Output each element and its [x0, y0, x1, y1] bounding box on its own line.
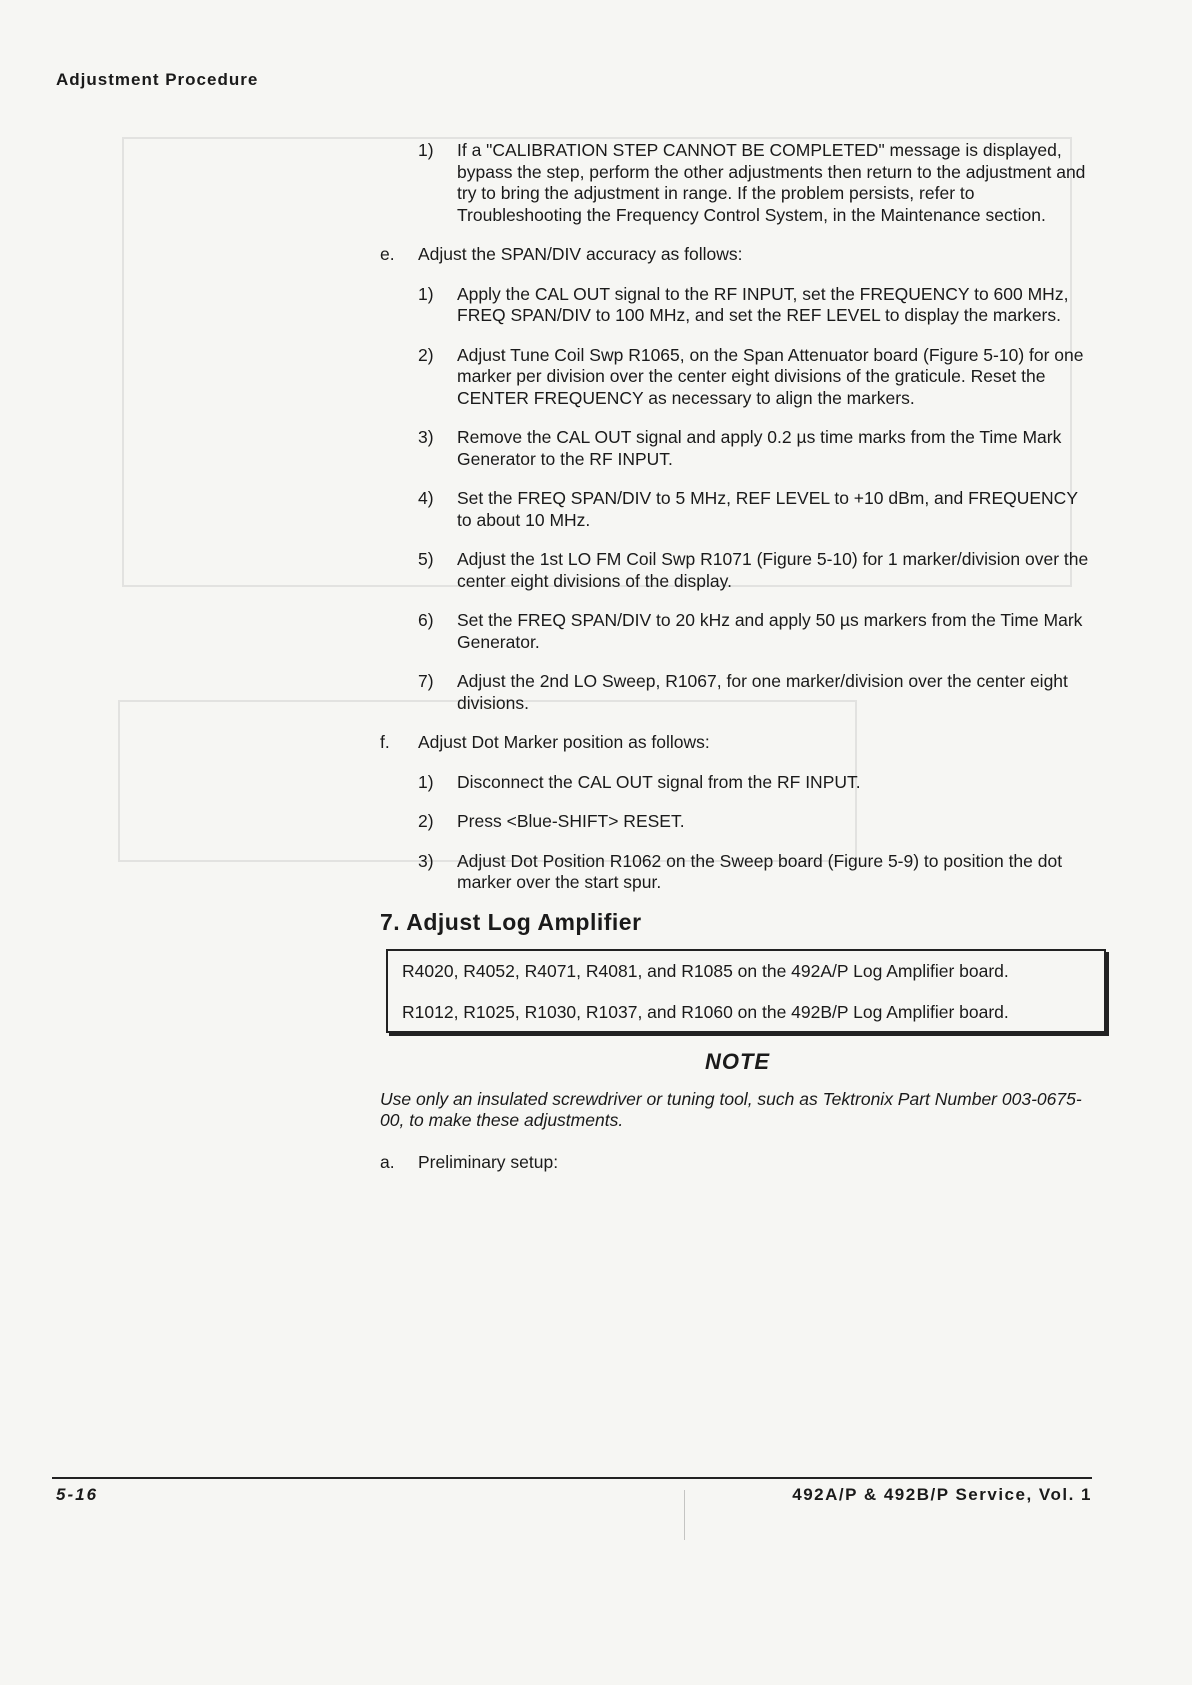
- list-item: [380, 772, 1095, 794]
- step-text: Disconnect the CAL OUT signal from the RF INPUT.: [457, 771, 861, 792]
- scan-mark: [684, 1490, 685, 1540]
- step-number: 2): [418, 344, 434, 365]
- section-text: Adjust the SPAN/DIV accuracy as follows:: [418, 244, 743, 264]
- footer-divider: [52, 1477, 1092, 1479]
- section-letter: f.: [380, 732, 390, 752]
- list-item: [380, 427, 1095, 470]
- list-item: [380, 345, 1095, 410]
- section-letter: a.: [380, 1151, 395, 1172]
- page-number: 5-16: [56, 1485, 99, 1504]
- section-heading: 7. Adjust Log Amplifier: [380, 908, 642, 935]
- step-number: 6): [418, 610, 434, 630]
- note-title: NOTE: [704, 1049, 771, 1074]
- step-text: Adjust the 1st LO FM Coil Swp R1071 (Figure 5-10) for 1 marker/division over the center eight divisions of the display.: [457, 549, 1089, 591]
- step-text: Adjust Dot Position R1062 on the Sweep board (Figure 5-9) to position the dot marker over the start spur.: [457, 850, 1063, 892]
- step-text: Press <Blue-SHIFT> RESET.: [457, 811, 685, 831]
- step-text: If a "CALIBRATION STEP CANNOT BE COMPLETED" message is displayed, bypass the step, perform the other adjustments then return to the adjustment and try to bring the adjustment in range. If the problem persists, refer to Troubleshooting the Frequency Control System, in the Maintenance section.: [457, 140, 1086, 225]
- step-text: Adjust Tune Coil Swp R1065, on the Span Attenuator board (Figure 5-10) for one marker per division over the center eight divisions of the graticule. Reset the CENTER FREQUENCY as necessary to align the markers.: [457, 344, 1084, 408]
- component-list-line: R1012, R1025, R1030, R1037, and R1060 on the 492B/P Log Amplifier board.: [402, 1002, 1009, 1022]
- section-text: Preliminary setup:: [418, 1151, 559, 1172]
- manual-title: 492A/P & 492B/P Service, Vol. 1: [792, 1485, 1092, 1504]
- list-item: [380, 549, 1095, 592]
- page-content: [380, 140, 1095, 1191]
- step-number: 7): [418, 671, 434, 691]
- step-number: 1): [418, 283, 434, 304]
- list-item: [380, 851, 1095, 894]
- list-item: [380, 284, 1095, 327]
- step-text: Adjust the 2nd LO Sweep, R1067, for one marker/division over the center eight divisions.: [457, 671, 1068, 713]
- running-header: Adjustment Procedure: [56, 70, 259, 89]
- step-number: 3): [418, 850, 434, 871]
- step-number: 5): [418, 549, 434, 569]
- list-item: [380, 811, 1095, 833]
- intro-step: [380, 140, 1095, 226]
- step-number: 3): [418, 427, 434, 447]
- note-text: Use only an insulated screwdriver or tuning tool, such as Tektronix Part Number 003-0675-00, to make these adjustments.: [380, 1088, 1082, 1130]
- step-text: Apply the CAL OUT signal to the RF INPUT, set the FREQUENCY to 600 MHz, FREQ SPAN/DIV to 100 MHz, and set the REF LEVEL to display the markers.: [457, 283, 1069, 325]
- list-item: [380, 488, 1095, 531]
- component-list-box: [386, 949, 1106, 1033]
- section-text: Adjust Dot Marker position as follows:: [418, 732, 710, 752]
- step-text: Set the FREQ SPAN/DIV to 20 kHz and apply 50 µs markers from the Time Mark Generator.: [457, 610, 1083, 652]
- step-text: Set the FREQ SPAN/DIV to 5 MHz, REF LEVEL to +10 dBm, and FREQUENCY to about 10 MHz.: [457, 488, 1078, 530]
- step-number: 4): [418, 488, 434, 508]
- step-text: Remove the CAL OUT signal and apply 0.2 µs time marks from the Time Mark Generator to the RF INPUT.: [457, 427, 1062, 469]
- section-e: [380, 244, 1095, 266]
- section-7a: [380, 1152, 1095, 1174]
- list-item: [380, 671, 1095, 714]
- step-number: 2): [418, 811, 434, 831]
- list-item: [380, 610, 1095, 653]
- step-number: 1): [418, 140, 434, 160]
- component-list-line: R4020, R4052, R4071, R4081, and R1085 on the 492A/P Log Amplifier board.: [402, 961, 1009, 981]
- section-f: [380, 732, 1095, 754]
- section-letter: e.: [380, 244, 395, 264]
- step-number: 1): [418, 771, 434, 792]
